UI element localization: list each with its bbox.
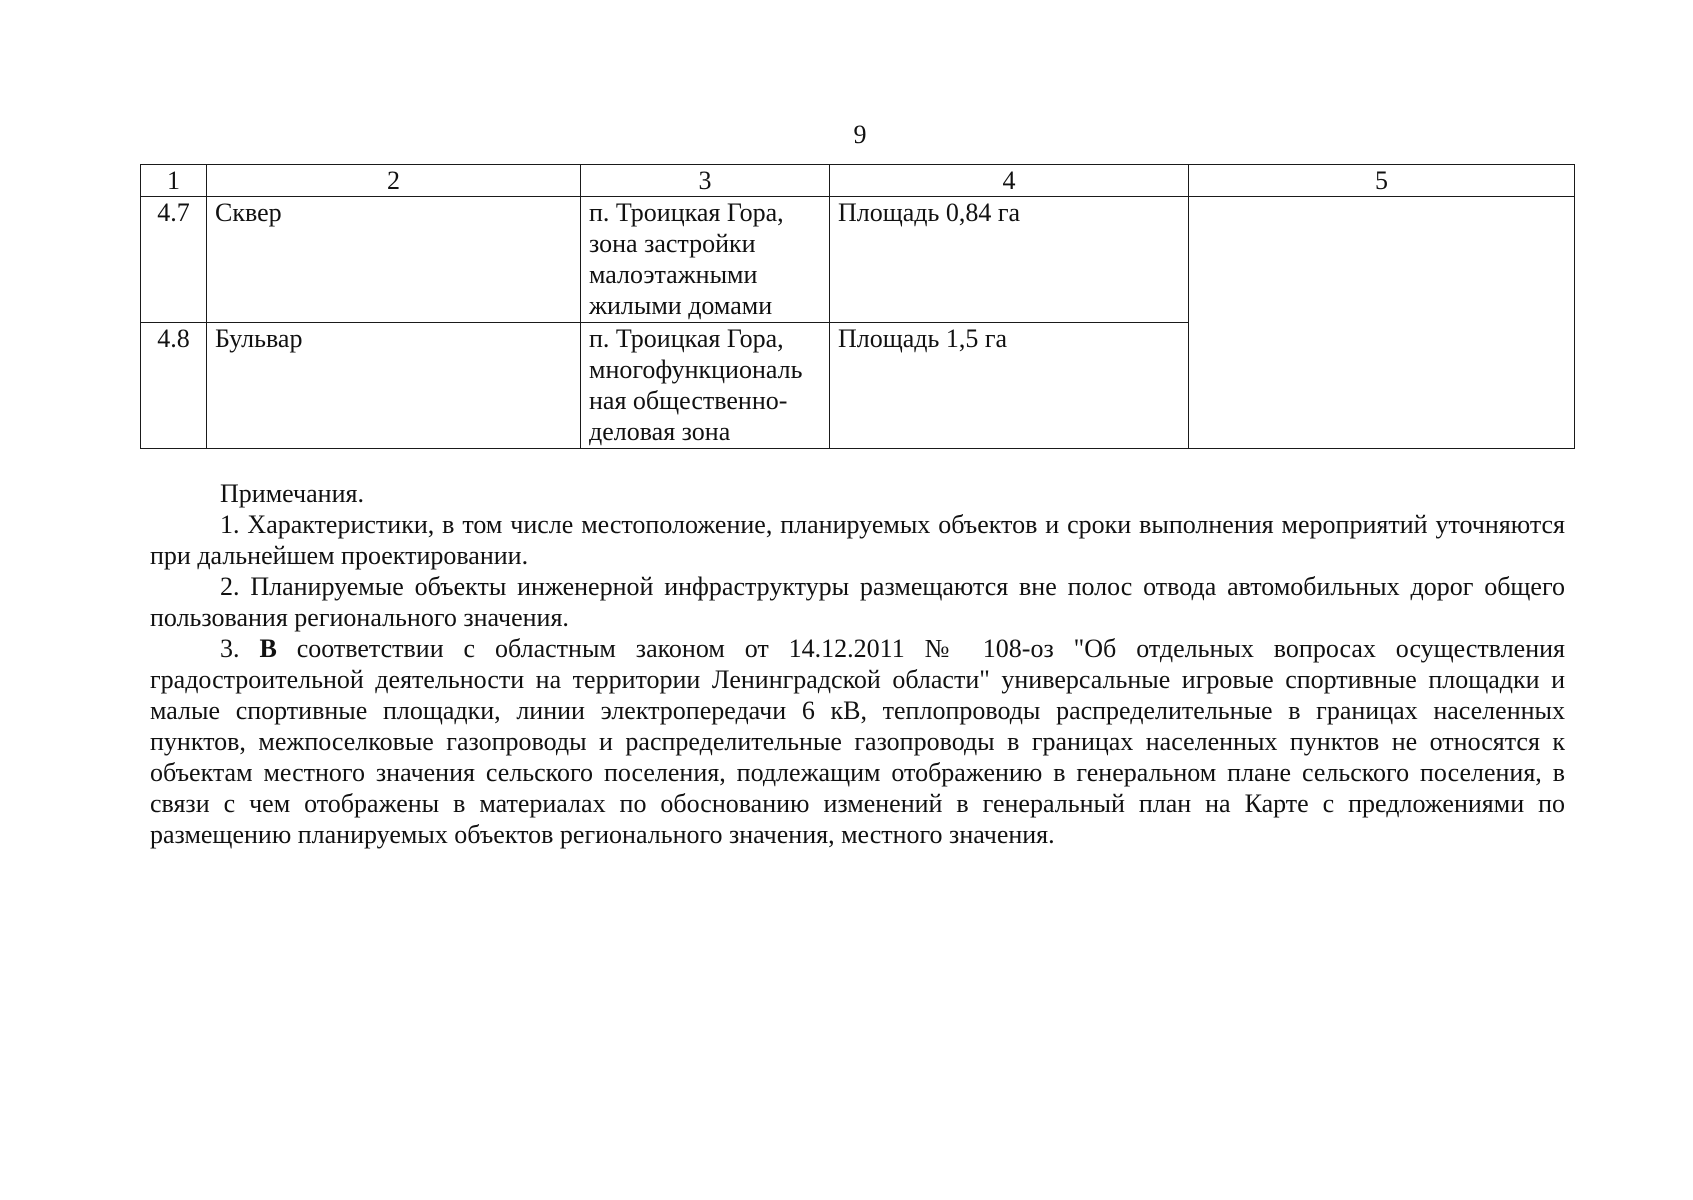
note-item: 2. Планируемые объекты инженерной инфраструктуры размещаются вне полос отвода автомобильных дорог общего пользования регионального значения. — [150, 572, 1565, 632]
object-characteristics: Площадь 0,84 га — [830, 197, 1189, 323]
location-line: ная общественно- — [589, 386, 788, 415]
location-line: малоэтажными — [589, 260, 758, 289]
location-line: зона застройки — [589, 229, 756, 258]
row-number: 4.7 — [141, 197, 207, 323]
object-location — [581, 323, 830, 449]
object-name: Бульвар — [207, 323, 581, 449]
notes-title: Примечания. — [220, 479, 364, 508]
object-name: Сквер — [207, 197, 581, 323]
column-5-cell — [1189, 197, 1575, 449]
table-row — [141, 197, 1575, 323]
page-number: 9 — [853, 120, 867, 149]
location-line: п. Троицкая Гора, — [589, 198, 784, 227]
note-item: 1. Характеристики, в том числе местоположение, планируемых объектов и сроки выполнения мероприятий уточняются при дальнейшем проектировании. — [150, 510, 1565, 570]
object-location — [581, 197, 830, 323]
location-line: жилыми домами — [589, 291, 773, 320]
location-line: многофункциональ — [589, 355, 803, 384]
object-characteristics: Площадь 1,5 га — [830, 323, 1189, 449]
table-header-row — [141, 165, 1575, 197]
location-line: деловая зона — [589, 417, 731, 446]
column-header: 2 — [207, 165, 581, 197]
column-header: 3 — [581, 165, 830, 197]
note-number: 3. — [220, 634, 260, 663]
note-bold-word: В — [259, 634, 277, 663]
notes-section — [150, 478, 1565, 850]
note-item — [150, 633, 1565, 850]
row-number: 4.8 — [141, 323, 207, 449]
note-text: соответствии с областным законом от 14.12.2011 № 108-оз "Об отдельных вопросах осуществления градостроительной деятельности на территории Ленинградской области" универсальные игровые спортивные площадки и малые спортивные площадки, линии электропередачи 6 кВ, теплопроводы распределительные в границах населенных пунктов, межпоселковые газопроводы и распределительные газопроводы в границах населенных пунктов не относятся к объектам местного значения сельского поселения, подлежащим отображению в генеральном плане сельского поселения, в связи с чем отображены в материалах по обоснованию изменений в генеральный план на Карте с предложениями по размещению планируемых объектов регионального значения, местного значения. — [150, 634, 1565, 849]
planned-objects-table — [140, 164, 1575, 449]
location-line: п. Троицкая Гора, — [589, 324, 784, 353]
column-header: 1 — [141, 165, 207, 197]
column-header: 4 — [830, 165, 1189, 197]
column-header: 5 — [1189, 165, 1575, 197]
